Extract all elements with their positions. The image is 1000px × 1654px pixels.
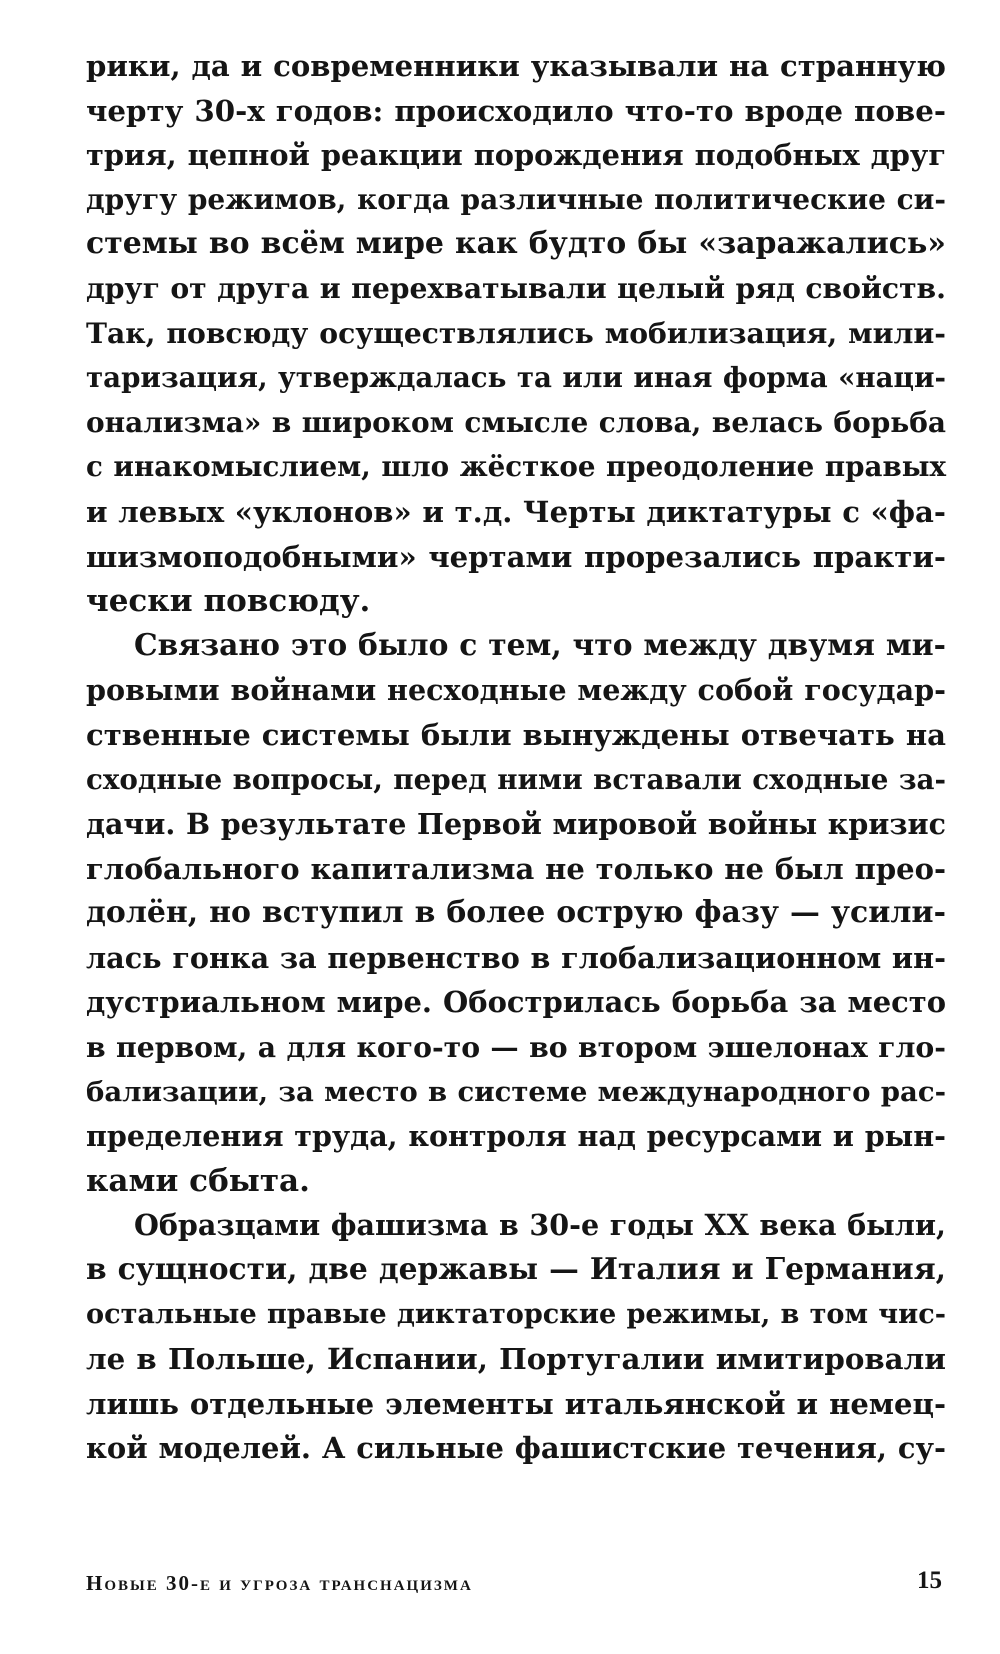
page-number: 15 (917, 1567, 942, 1594)
text-line: ровыми войнами несходные между собой государ- (86, 673, 946, 708)
text-line: Образцами фашизма в 30-е годы XX века были, (134, 1208, 946, 1243)
text-line: долён, но вступил в более острую фазу — усили- (86, 895, 946, 931)
text-line: чески повсюду. (86, 583, 371, 620)
text-line: таризация, утверждалась та или иная форма «наци- (86, 361, 946, 395)
text-line: ственные системы были вынуждены отвечать на (86, 717, 946, 752)
text-line: онализма» в широком смысле слова, велась борьба (86, 405, 946, 439)
text-line: черту 30-х годов: происходило что-то вроде пове- (86, 93, 946, 128)
text-line: шизмоподобными» чертами прорезались практи- (86, 539, 946, 574)
body-text (86, 44, 946, 1471)
text-line: пределения труда, контроля над ресурсами и рын- (86, 1119, 946, 1154)
text-line: в сущности, две державы — Италия и Германия, (86, 1252, 946, 1288)
text-line: сходные вопросы, перед ними вставали сходные за- (86, 762, 946, 796)
text-line: глобального капитализма не только не был прео- (86, 851, 946, 886)
text-line: другу режимов, когда различные политические си- (86, 182, 946, 216)
text-line: бализации, за место в системе международного рас- (86, 1075, 946, 1108)
text-line: Связано это было с тем, что между двумя ми- (134, 627, 946, 663)
text-line: ками сбыта. (86, 1162, 310, 1199)
text-line: ле в Польше, Испании, Португалии имитировали (86, 1342, 946, 1377)
text-line: в первом, а для кого-то — во втором эшелонах гло- (86, 1030, 946, 1065)
text-line: дачи. В результате Первой мировой войны кризис (86, 807, 946, 842)
text-line: кой моделей. А сильные фашистские течения, су- (86, 1431, 946, 1466)
text-line: лась гонка за первенство в глобализационном ин- (86, 940, 946, 975)
text-line: лишь отдельные элементы итальянской и немец- (86, 1386, 946, 1421)
text-line: остальные правые диктаторские режимы, в том чис- (86, 1298, 946, 1330)
text-line: дустриальном мире. Обострилась борьба за место (86, 985, 946, 1020)
text-line: с инакомыслием, шло жёсткое преодоление правых (86, 450, 946, 484)
text-line: и левых «уклонов» и т.д. Черты диктатуры с «фа- (86, 494, 946, 529)
text-line: Так, повсюду осуществлялись мобилизация, мили- (86, 316, 946, 350)
text-line: друг от друга и перехватывали целый ряд свойств. (86, 271, 946, 305)
text-line: стемы во всём мире как будто бы «заражались» (86, 226, 946, 262)
text-line: рики, да и современники указывали на странную (86, 49, 946, 83)
running-footer-title: Новые 30-е и угроза транснацизма (86, 1571, 473, 1595)
text-line: трия, цепной реакции порождения подобных друг (86, 138, 946, 173)
